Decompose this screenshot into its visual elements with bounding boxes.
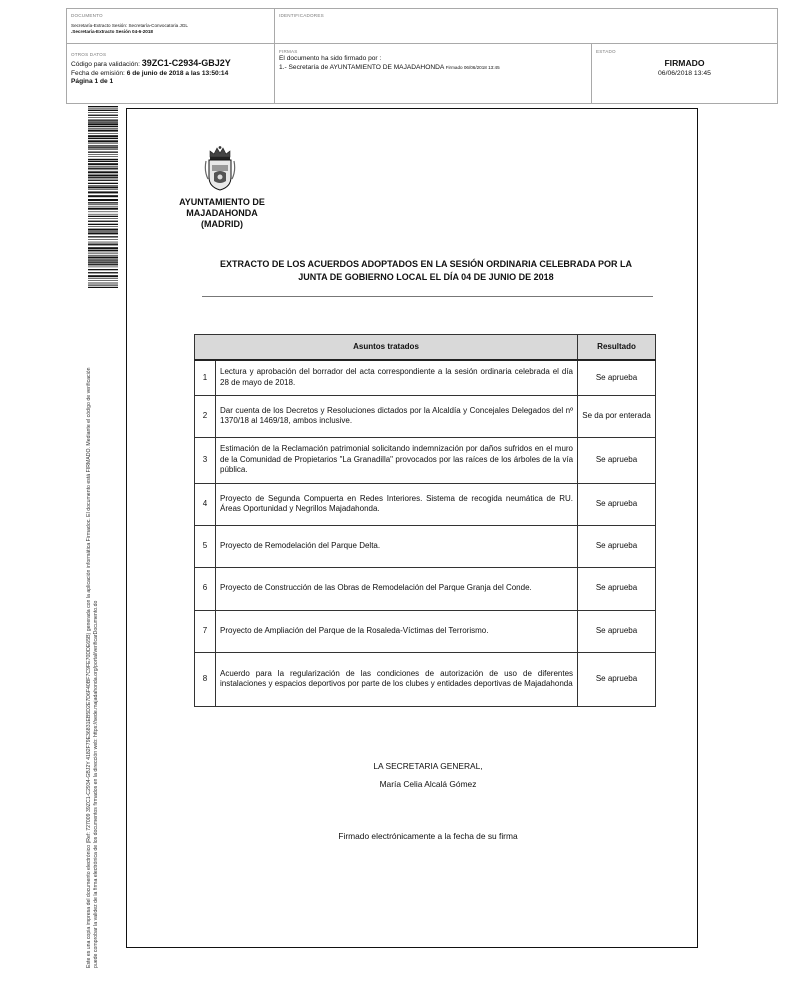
title-line-1: EXTRACTO DE LOS ACUERDOS ADOPTADOS EN LA SESIÓN ORDINARIA CELEBRADA POR LA (219, 259, 633, 269)
electronic-signature-note: Firmado electrónicamente a la fecha de su firma (338, 831, 518, 841)
issuing-organization (170, 197, 274, 230)
fecha-emision (71, 70, 270, 79)
row-asunto: Lectura y aprobación del borrador del acta correspondiente a la sesión ordinaria celebrada el día 28 de mayo de 2018. (216, 360, 578, 395)
estado-label: ESTADO (596, 49, 616, 54)
row-asunto: Estimación de la Reclamación patrimonial solicitando indemnización por daños sufridos en el muro de la Comunidad de Propietarios "La Granadilla" provocados por las raíces de los árboles de la vía pública. (216, 437, 578, 483)
documento-label: DOCUMENTO (71, 13, 103, 18)
firmante-fecha: Firmado 06/06/2018 13:45 (445, 64, 500, 70)
row-asunto: Acuerdo para la regularización de las condiciones de autorización de uso de diferentes instalaciones y espacios deportivos por parte de los clubes y entidades deportivas de Majadahonda (216, 652, 578, 706)
table-header-row (195, 335, 656, 361)
coat-of-arms-logo (204, 145, 236, 191)
codigo-prefix: Código para validación: (71, 61, 142, 68)
firmas-cell (275, 44, 592, 103)
table-row (195, 567, 656, 610)
document-metadata-header (66, 8, 778, 104)
table-row (195, 437, 656, 483)
org-line-1: AYUNTAMIENTO DE (179, 197, 265, 207)
firmante-line (279, 64, 587, 73)
fecha-prefix: Fecha de emisión: (71, 69, 127, 77)
pagina-indicator: Página 1 de 1 (71, 78, 114, 86)
verification-side-text (86, 278, 100, 968)
codigo-validacion (71, 59, 270, 70)
document-title (196, 258, 656, 283)
row-number: 8 (195, 652, 216, 706)
row-asunto: Proyecto de Segunda Compuerta en Redes Interiores. Sistema de recogida neumática de RU. Áreas Oportunidad y Negrillos Majadahonda. (216, 483, 578, 525)
row-resultado: Se aprueba (578, 567, 656, 610)
side-text-line-1: Este es una copia impresa del documento electrónico (Ref: 727009 39ZC1-C2934-GBJ2Y 4182F79E36831EB5D2E7D6F40BF7C9FE70DDE65B) generada con la aplicación informática Firmadoc. El documento está FIRMADO. Mediante el código de verificación (86, 367, 92, 968)
table-row (195, 652, 656, 706)
column-header-asuntos: Asuntos tratados (195, 335, 578, 361)
estado-cell (592, 44, 777, 103)
table-row (195, 483, 656, 525)
org-line-3: (MADRID) (201, 219, 243, 229)
row-resultado: Se aprueba (578, 360, 656, 395)
table-row (195, 395, 656, 437)
firmas-intro: El documento ha sido firmado por : (279, 55, 382, 62)
org-line-2: MAJADAHONDA (186, 208, 258, 218)
fecha-value: 6 de junio de 2018 a las 13:50:14 (126, 69, 229, 77)
row-resultado: Se aprueba (578, 525, 656, 567)
firmas-label: FIRMAS (279, 49, 298, 54)
otros-datos-cell (67, 44, 275, 103)
barcode-image (88, 106, 118, 288)
row-number: 6 (195, 567, 216, 610)
side-text-line-2: puede comprobar la validez de la firma electrónica de los documentos firmados en la dirección web: https://sede.majadahonda.org/portal/verificarDocumento.do (92, 600, 99, 968)
row-number: 1 (195, 360, 216, 395)
table-row (195, 360, 656, 395)
row-asunto: Proyecto de Remodelación del Parque Delta. (216, 525, 578, 567)
identificadores-cell (275, 9, 777, 44)
documento-line-2: .Secretaria-Extracto Sesión 04-6-2018 (71, 29, 153, 34)
row-resultado: Se aprueba (578, 437, 656, 483)
column-header-resultado: Resultado (578, 335, 656, 361)
row-asunto: Proyecto de Construcción de las Obras de Remodelación del Parque Granja del Conde. (216, 567, 578, 610)
title-line-2: JUNTA DE GOBIERNO LOCAL EL DÍA 04 DE JUNIO DE 2018 (298, 271, 554, 282)
row-resultado: Se aprueba (578, 610, 656, 652)
row-number: 3 (195, 437, 216, 483)
row-resultado: Se aprueba (578, 652, 656, 706)
row-asunto: Proyecto de Ampliación del Parque de la Rosaleda-Víctimas del Terrorismo. (216, 610, 578, 652)
row-number: 7 (195, 610, 216, 652)
signatory-name: María Celia Alcalá Gómez (379, 779, 477, 789)
firmante-name: 1.- Secretaría de AYUNTAMIENTO DE MAJADAHONDA (279, 63, 444, 71)
documento-cell (67, 9, 275, 44)
estado-fecha: 06/06/2018 13:45 (658, 70, 711, 77)
documento-line-1: Secretaría-Extracto Sesión: Secretaría-Convocatoria JGL (71, 23, 188, 28)
title-divider (202, 296, 653, 297)
row-asunto: Dar cuenta de los Decretos y Resoluciones dictados por la Alcaldía y Concejales Delegados del nº 1370/18 al 1469/18, ambos inclusive. (216, 395, 578, 437)
otros-datos-label: OTROS DATOS (71, 52, 107, 57)
table-row (195, 525, 656, 567)
row-resultado: Se aprueba (578, 483, 656, 525)
row-number: 4 (195, 483, 216, 525)
agenda-table (194, 334, 656, 707)
signatory-role: LA SECRETARIA GENERAL, (373, 761, 483, 771)
codigo-value: 39ZC1-C2934-GBJ2Y (141, 58, 231, 68)
identificadores-label: IDENTIFICADORES (279, 13, 324, 18)
row-number: 5 (195, 525, 216, 567)
estado-value: FIRMADO (664, 58, 705, 68)
table-row (195, 610, 656, 652)
row-resultado: Se da por enterada (578, 395, 656, 437)
row-number: 2 (195, 395, 216, 437)
